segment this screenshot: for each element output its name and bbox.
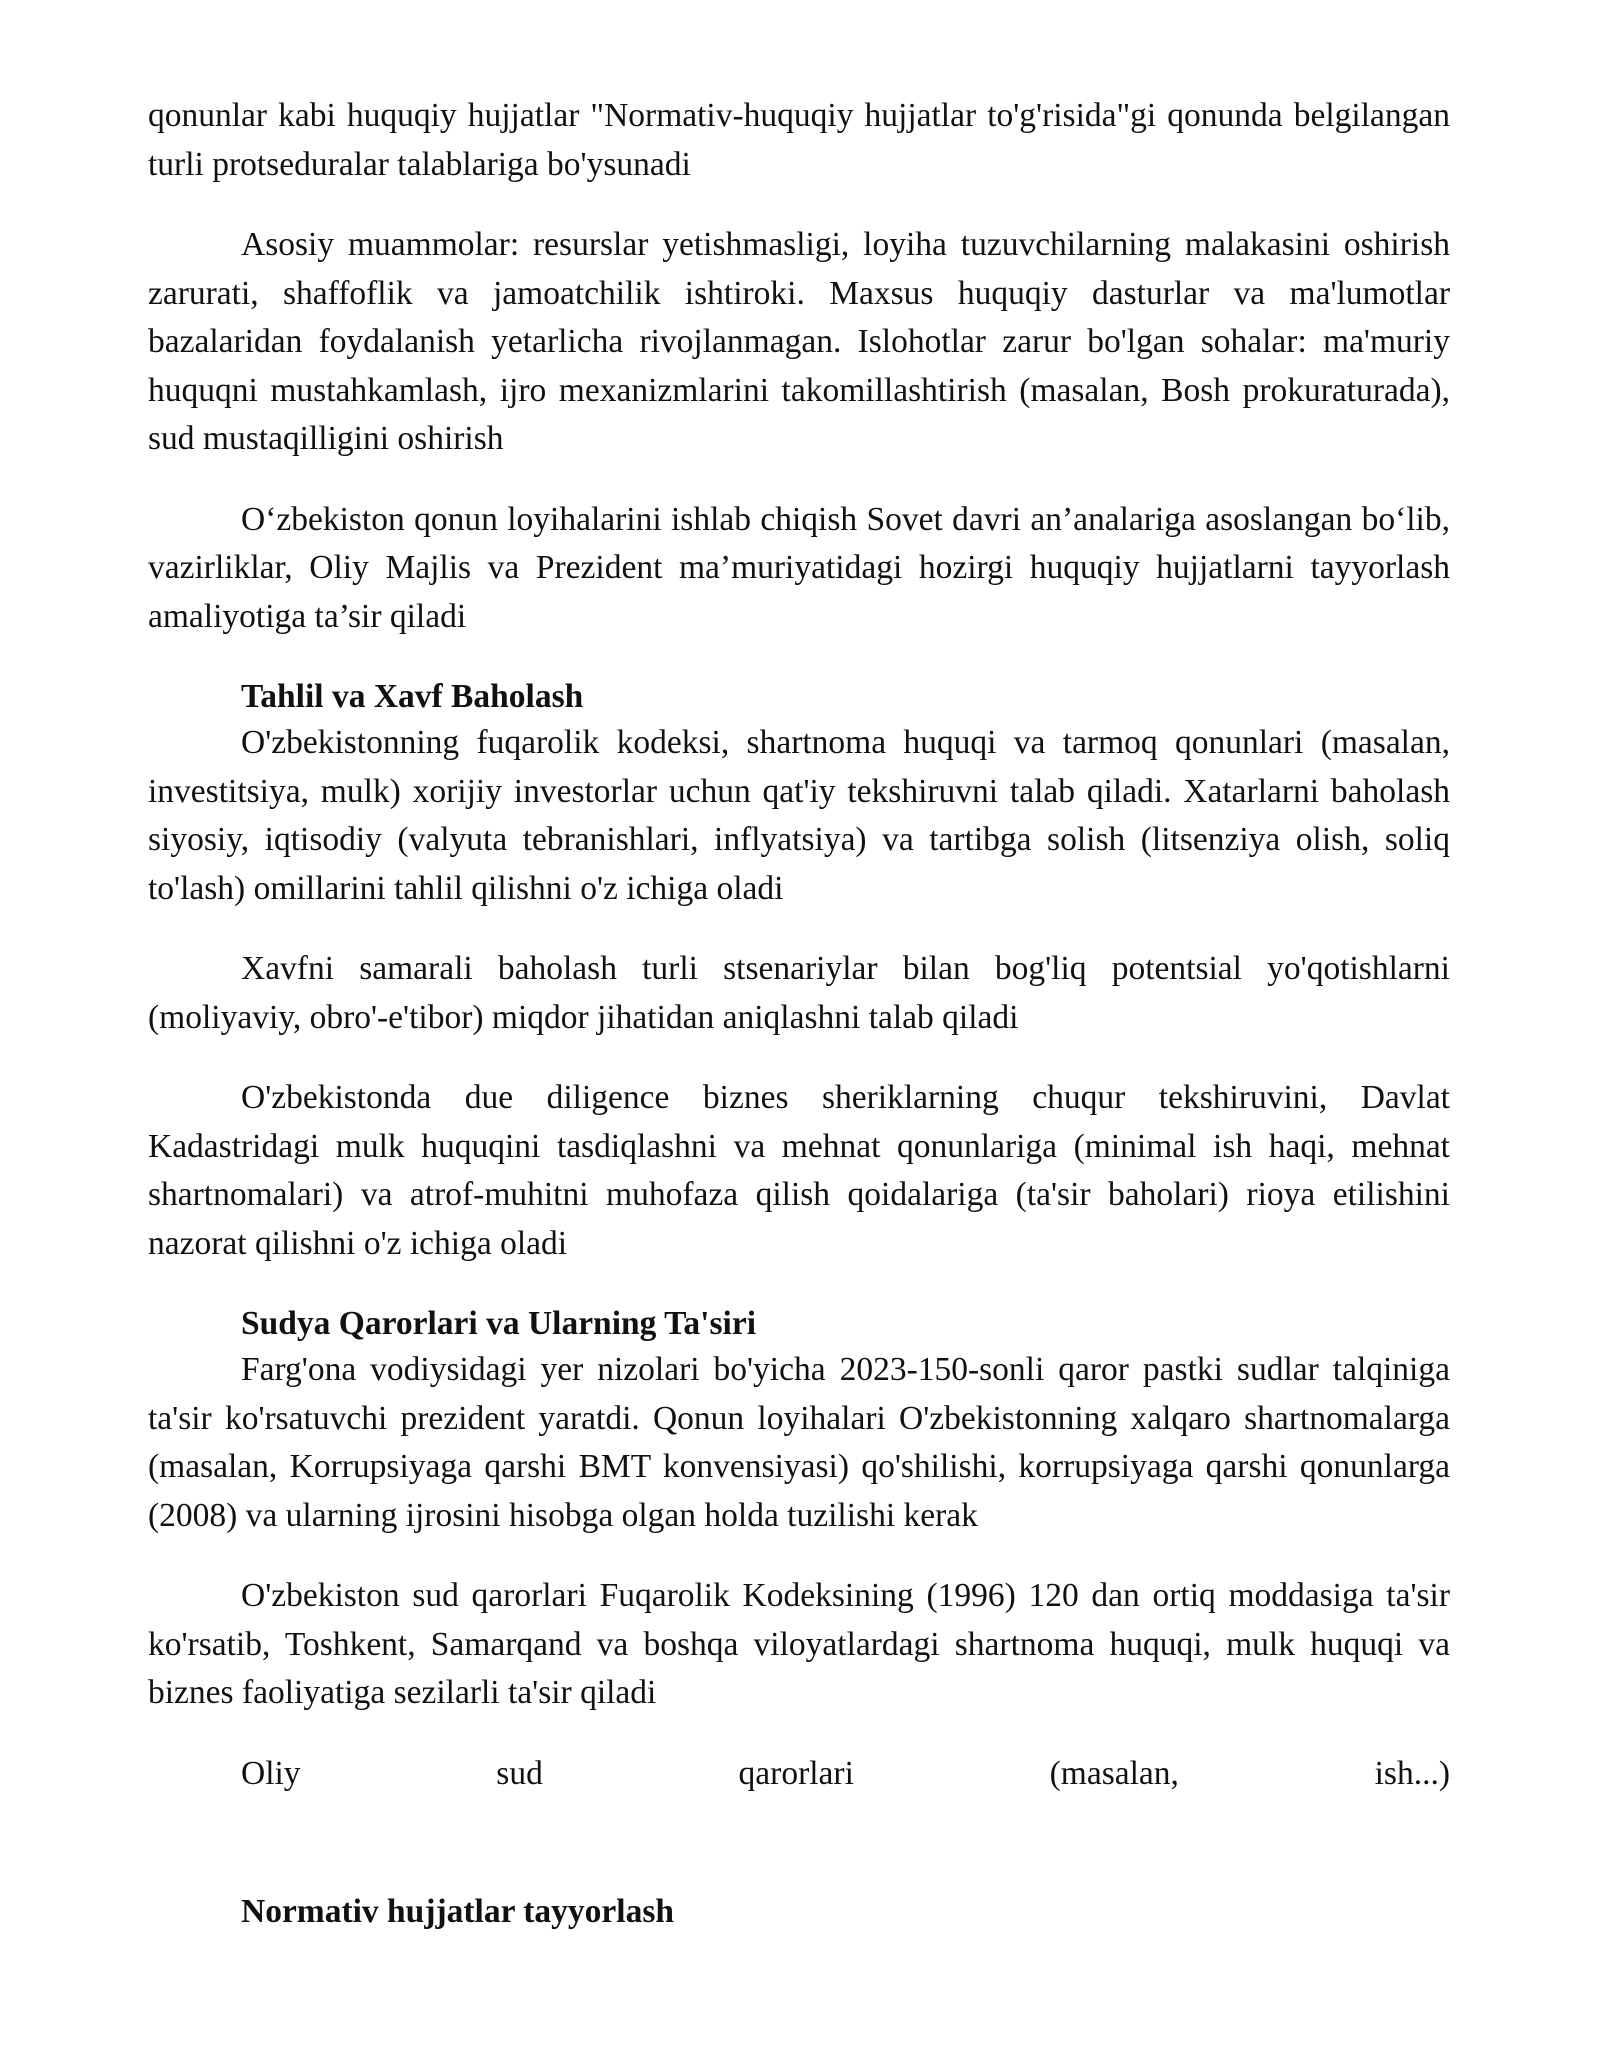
section-heading: Sudya Qarorlari va Ularning Ta'siri: [241, 1305, 756, 1342]
paragraph: Oliy sud qarorlari (masalan, ish...): [241, 1754, 1450, 1792]
paragraph: Xavfni samarali baholash turli stsenariylar bilan bog'liq potentsial yo'qotishlarni (moliyaviy, obro'-e'tibor) miqdor jihatidan aniqlashni talab qiladi: [148, 950, 1450, 1036]
paragraph: qonunlar kabi huquqiy hujjatlar "Normativ-huquqiy hujjatlar to'g'risida"gi qonunda belgilangan turli protseduralar talablariga bo'ysunadi: [148, 97, 1450, 183]
paragraph: O'zbekistonning fuqarolik kodeksi, shartnoma huquqi va tarmoq qonunlari (masalan, investitsiya, mulk) xorijiy investorlar uchun qat'iy tekshiruvni talab qiladi. Xatarlarni baholash siyosiy, iqtisodiy (valyuta tebranishlari, inflyatsiya) va tartibga solish (litsenziya olish, soliq to'lash) omillarini tahlil qilishni o'z ichiga oladi: [148, 724, 1450, 907]
paragraph: O‘zbekiston qonun loyihalarini ishlab chiqish Sovet davri an’analariga asoslangan bo‘lib, vazirliklar, Oliy Majlis va Prezident ma’muriyatidagi hozirgi huquqiy hujjatlarni tayyorlash amaliyotiga ta’sir qiladi: [148, 500, 1450, 635]
document-page: [148, 92, 1450, 1934]
section-heading: Tahlil va Xavf Baholash: [241, 678, 584, 715]
paragraph: O'zbekistonda due diligence biznes sheriklarning chuqur tekshiruvini, Davlat Kadastridagi mulk huquqini tasdiqlashni va mehnat qonunlariga (minimal ish haqi, mehnat shartnomalari) va atrof-muhitni muhofaza qilish qoidalariga (ta'sir baholari) rioya etilishini nazorat qilishni o'z ichiga oladi: [148, 1079, 1450, 1262]
paragraph: O'zbekiston sud qarorlari Fuqarolik Kodeksining (1996) 120 dan ortiq moddasiga ta'sir ko'rsatib, Toshkent, Samarqand va boshqa viloyatlardagi shartnoma huquqi, mulk huquqi va biznes faoliyatiga sezilarli ta'sir qiladi: [148, 1577, 1450, 1711]
paragraph: Asosiy muammolar: resurslar yetishmasligi, loyiha tuzuvchilarning malakasini oshirish zarurati, shaffoflik va jamoatchilik ishtiroki. Maxsus huquqiy dasturlar va ma'lumotlar bazalaridan foydalanish yetarlicha rivojlanmagan. Islohotlar zarur bo'lgan sohalar: ma'muriy huquqni mustahkamlash, ijro mexanizmlarini takomillashtirish (masalan, Bosh prokuraturada), sud mustaqilligini oshirish: [148, 226, 1450, 457]
section-heading: Normativ hujjatlar tayyorlash: [241, 1893, 674, 1930]
paragraph: Farg'ona vodiysidagi yer nizolari bo'yicha 2023-150-sonli qaror pastki sudlar talqiniga ta'sir ko'rsatuvchi prezident yaratdi. Qonun loyihalari O'zbekistonning xalqaro shartnomalarga (masalan, Korrupsiyaga qarshi BMT konvensiyasi) qo'shilishi, korrupsiyaga qarshi qonunlarga (2008) va ularning ijrosini hisobga olgan holda tuzilishi kerak: [148, 1351, 1450, 1534]
